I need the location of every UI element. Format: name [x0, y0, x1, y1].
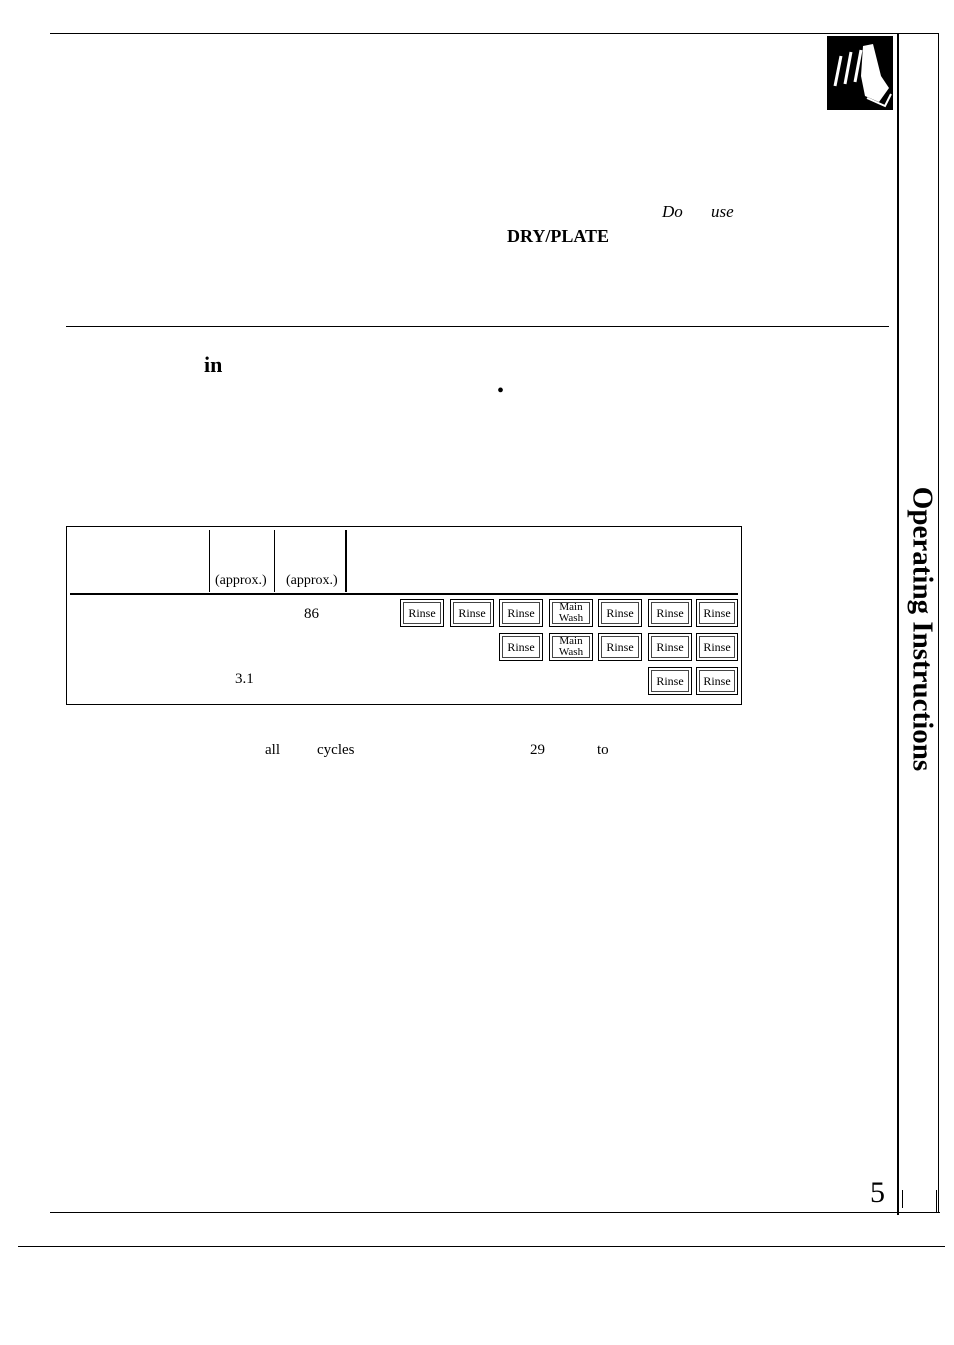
bullet: •: [497, 380, 505, 402]
cycle-step-box: Rinse: [598, 599, 642, 627]
dry-plate-label: DRY/PLATE: [507, 226, 610, 246]
table-row1-value: 86: [304, 606, 319, 622]
sidebar-section-title: [892, 484, 952, 774]
section-divider: [66, 326, 889, 327]
page-number: 5: [870, 1176, 885, 1209]
table-col-divider-2: [274, 530, 275, 592]
cycle-step-box-main-wash: Main Wash: [549, 633, 593, 661]
use-text: use: [711, 202, 734, 221]
table-header-approx-2: (approx.): [286, 573, 338, 588]
hand-pressing-button-icon: [827, 36, 893, 110]
table-header-approx-1: (approx.): [215, 573, 267, 588]
footnote-to: to: [597, 742, 609, 758]
cycle-step-box: Rinse: [598, 633, 642, 661]
page-number-tick-right: [936, 1190, 937, 1212]
cycle-step-box: Rinse: [696, 633, 738, 661]
cycle-step-box: Rinse: [648, 599, 692, 627]
page-number-tick: [902, 1190, 903, 1208]
cycle-step-box: Rinse: [499, 599, 543, 627]
footer-rule: [18, 1246, 945, 1247]
table-col-divider-1: [209, 530, 210, 592]
top-rule: [50, 33, 898, 34]
section-heading-in: in: [204, 352, 223, 377]
footnote-number: 29: [530, 742, 545, 758]
sidebar-section-title-text: Operating Instructions: [906, 486, 939, 772]
footnote-all: all: [265, 742, 280, 758]
table-row3-value: 3.1: [235, 671, 254, 687]
do-text: Do: [662, 202, 683, 221]
cycle-step-box: Rinse: [499, 633, 543, 661]
table-header-rule: [70, 593, 738, 595]
cycle-step-box: Rinse: [648, 667, 692, 695]
bottom-rule: [50, 1212, 940, 1213]
table-col-divider-3: [345, 530, 347, 592]
cycle-step-box: Rinse: [696, 599, 738, 627]
footnote-cycles: cycles: [317, 742, 355, 758]
cycle-step-box-main-wash: Main Wash: [549, 599, 593, 627]
cycle-step-box: Rinse: [400, 599, 444, 627]
right-border-top: [897, 33, 939, 34]
cycle-step-box: Rinse: [450, 599, 494, 627]
cycle-step-box: Rinse: [696, 667, 738, 695]
cycle-step-box: Rinse: [648, 633, 692, 661]
